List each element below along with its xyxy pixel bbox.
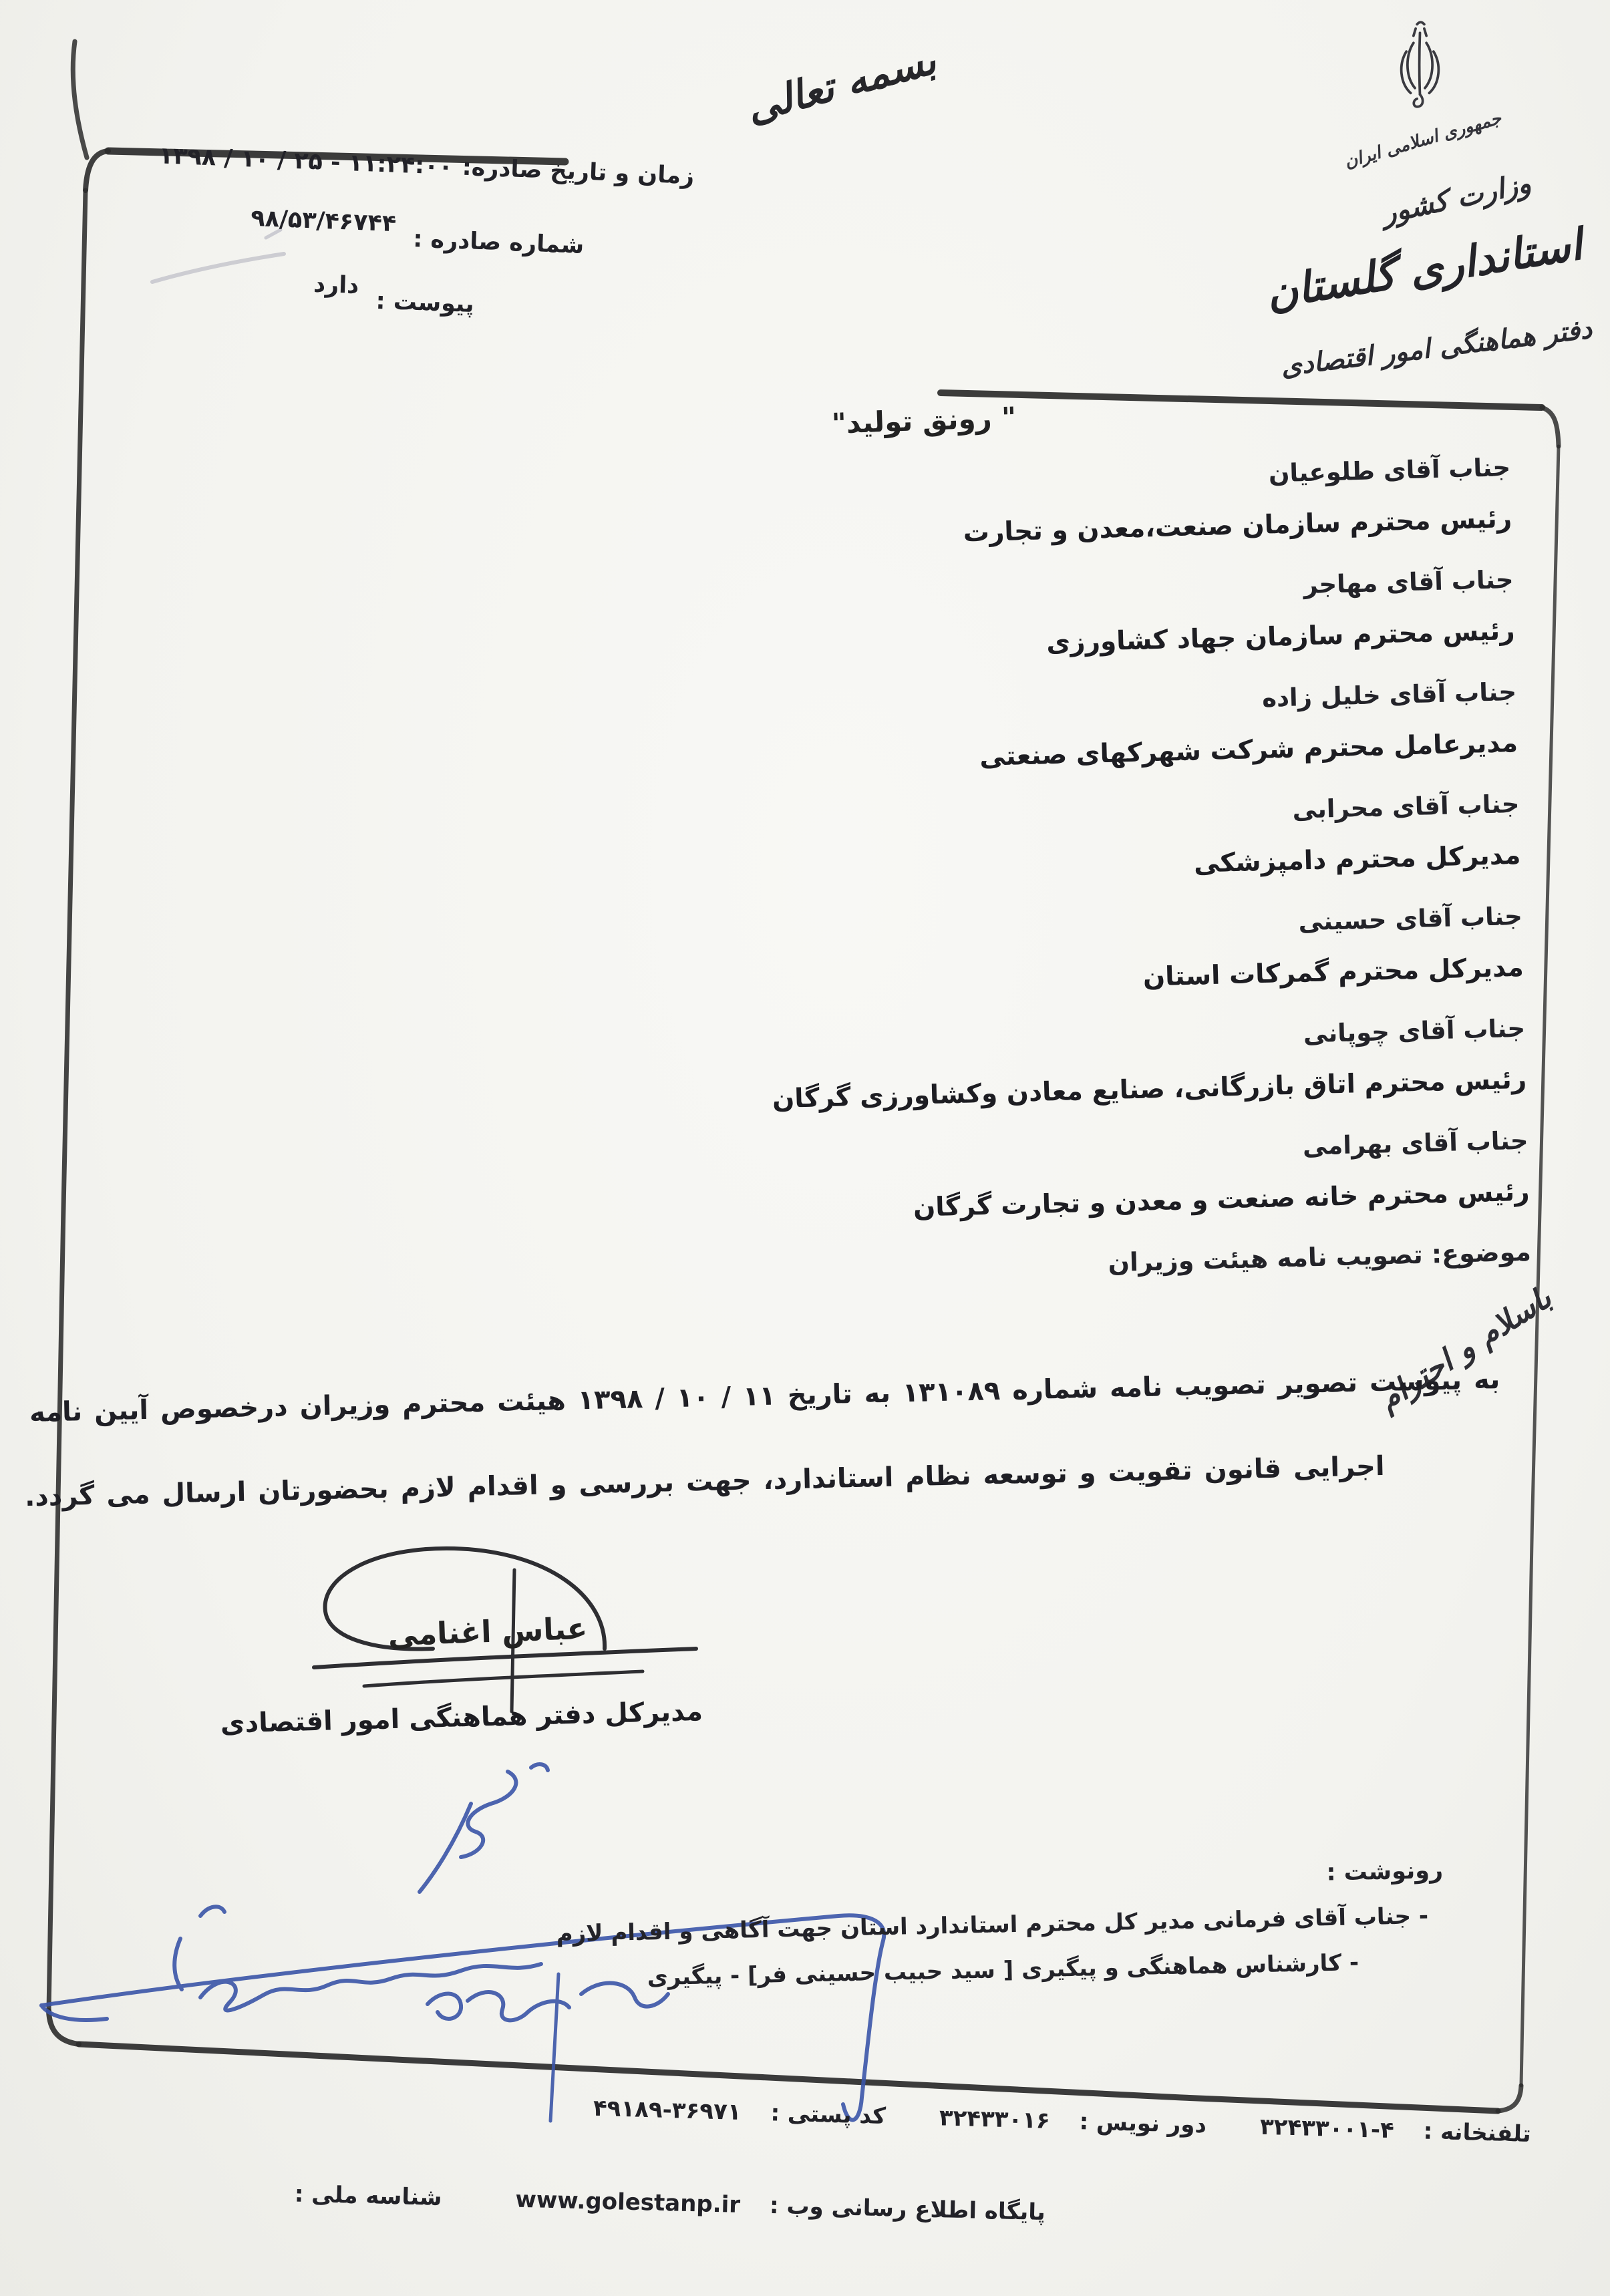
footer-phone-label: تلفنخانه : (1422, 2118, 1531, 2148)
footer-website-label: پایگاه اطلاع رسانی وب : (769, 2192, 1045, 2226)
footer-website (515, 2186, 1045, 2226)
letter-body-line2: اجرایی قانون تقویت و توسعه نظام استاندارد، جهت بررسی و اقدام لازم بحضورتان ارسال می گردد. (24, 1451, 1386, 1513)
recipient-title: رئیس محترم سازمان صنعت،معدن و تجارت (962, 503, 1512, 548)
recipient-entry (764, 788, 1520, 892)
issued-datetime-label: زمان و تاریخ صادره: (462, 154, 695, 190)
attachment-value: دارد (313, 271, 359, 299)
footer-website-value: www.golestanp.ir (514, 2186, 741, 2219)
salutation-calligraphy: باسلام و احترام (1371, 1279, 1558, 1418)
letterhead-country: جمهوری اسلامی ایران (1342, 108, 1504, 172)
footer-postal-value: ۴۹۱۸۹-۳۶۹۷۱ (593, 2094, 742, 2126)
recipient-title: مدیرعامل محترم شرکت شهرکهای صنعتی (979, 727, 1518, 772)
footer-phone-value: ۳۲۴۳۳۰۰۱-۴ (1259, 2113, 1394, 2144)
subject-line: موضوع: تصویب نامه هیئت وزیران (1107, 1237, 1531, 1278)
recipient-title: مدیرکل محترم دامپزشکی (1192, 840, 1521, 879)
letterhead-ministry: وزارت کشور (1379, 166, 1534, 230)
footer-phone (1259, 2114, 1531, 2148)
recipient-name: جناب آقای مهاجر (1303, 564, 1514, 600)
bismillah-calligraphy: بسمه تعالی (741, 37, 941, 132)
attachment (312, 271, 474, 318)
recipient-name: جناب آقای محرابی (1291, 789, 1520, 824)
signer-name: عباس اغنامی (387, 1610, 589, 1653)
issued-datetime-value: ۱۳۹۸ / ۱۰ / ۲۵ - ۱۱:۲۴:۰۰ (158, 142, 454, 181)
attachment-label: پیوست : (375, 287, 474, 318)
recipient-name: جناب آقای خلیل زاده (1261, 677, 1516, 713)
recipient-entry (767, 900, 1523, 1005)
recipient-title: مدیرکل محترم گمرکات استان (1142, 952, 1524, 993)
footer-postal (593, 2095, 886, 2130)
footer-web-row (294, 2181, 1045, 2226)
recipient-entry (756, 452, 1512, 556)
footer-national-id (294, 2181, 442, 2211)
letter-body-line1: به پیوست تصویر تصویب نامه شماره ۱۳۱۰۸۹ به تاریخ ۱۱ / ۱۰ / ۱۳۹۸ هیئت محترم وزیران درخصوص آیین نامه (29, 1364, 1501, 1428)
footer-fax-label: دور نویس : (1078, 2108, 1207, 2139)
recipient-name: جناب آقای حسینی (1297, 901, 1522, 937)
issued-number-label: شماره صادره : (412, 226, 585, 259)
recipient-name: جناب آقای طلوعیان (1267, 452, 1511, 488)
signer-title: مدیرکل دفتر هماهنگی امور اقتصادی (220, 1695, 703, 1740)
recipient-name: جناب آقای بهرامی (1301, 1126, 1528, 1161)
issued-number (250, 204, 585, 259)
recipient-title: رئیس محترم سازمان جهاد کشاورزی (1045, 615, 1515, 659)
footer-fax-value: ۳۲۴۳۳۰۱۶ (938, 2104, 1050, 2134)
recipient-title: رئیس محترم اتاق بازرگانی، صنایع معادن وکشاورزی گرگان (771, 1064, 1527, 1115)
footer-postal-label: کد پستی : (770, 2100, 887, 2130)
cc-item: - کارشناس هماهنگی و پیگیری [ سید حبیب حسینی فر] - پیگیری (647, 1949, 1359, 1991)
iri-emblem-icon (1382, 20, 1458, 123)
footer-national-id-label: شناسه ملی : (294, 2180, 442, 2211)
recipient-name: جناب آقای چوپانی (1302, 1013, 1526, 1049)
issued-number-value: ۹۸/۵۳/۴۶۷۴۴ (250, 204, 397, 238)
footer-contact-row (593, 2095, 1531, 2148)
footer-fax (939, 2104, 1206, 2138)
recipient-entry (773, 1125, 1529, 1229)
recipient-title: رئیس محترم خانه صنعت و معدن و تجارت گرگان (912, 1176, 1530, 1223)
letterhead-organization: استانداری گلستان (1263, 220, 1586, 319)
cc-item: - جناب آقای فرمانی مدیر کل محترم استاندارد استان جهت آگاهی و اقدام لازم (556, 1903, 1429, 1948)
cc-label: رونوشت : (1326, 1857, 1444, 1887)
year-slogan: " رونق تولید" (830, 401, 1017, 440)
letterhead-office: دفتر هماهنگی امور اقتصادی (1279, 313, 1594, 383)
issued-datetime (158, 142, 695, 190)
recipient-entry (758, 564, 1514, 668)
recipient-entry (770, 1013, 1526, 1117)
recipient-entry (762, 676, 1518, 780)
recipient-list (756, 452, 1531, 1286)
